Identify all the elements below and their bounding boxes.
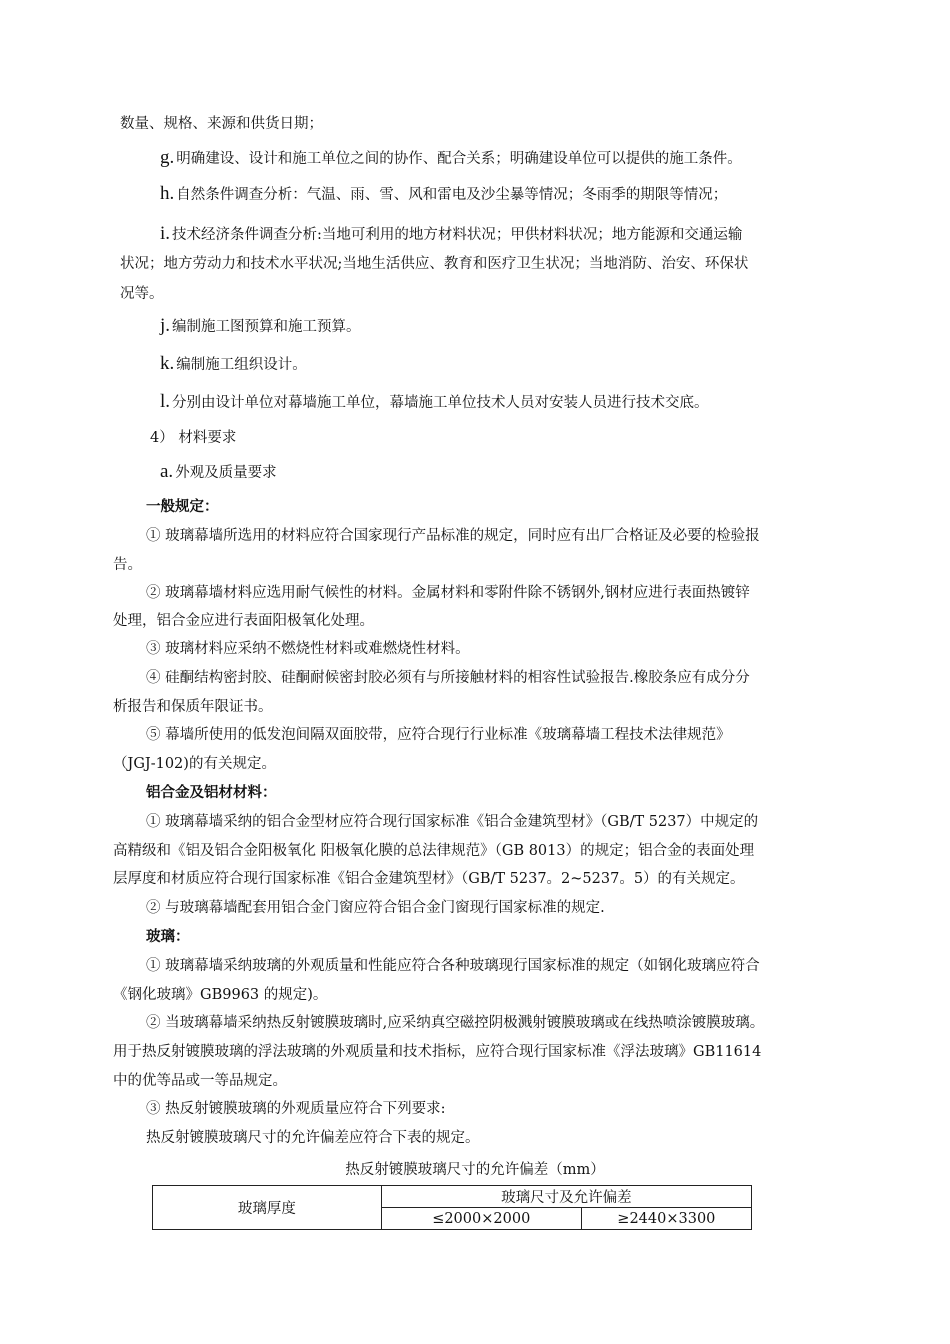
paragraph-line: 用于热反射镀膜玻璃的浮法玻璃的外观质量和技术指标，应符合现行国家标准《浮法玻璃》GB11614 xyxy=(113,1044,762,1060)
header-size-group: 玻璃尺寸及允许偏差 xyxy=(381,1186,751,1208)
paragraph-line: 况等。 xyxy=(120,286,164,302)
list-text: 分别由设计单位对幕墙施工单位，幕墙施工单位技术人员对安装人员进行技术交底。 xyxy=(172,395,709,411)
subheading-aluminium: 铝合金及铝材材料： xyxy=(146,784,277,801)
subheading-general: 一般规定： xyxy=(146,498,219,515)
paragraph-line: ③ 热反射镀膜玻璃的外观质量应符合下列要求: xyxy=(146,1101,446,1117)
paragraph-line: 告。 xyxy=(113,557,142,573)
paragraph-line: 热反射镀膜玻璃尺寸的允许偏差应符合下表的规定。 xyxy=(146,1130,480,1146)
paragraph-line: ① 玻璃幕墙所选用的材料应符合国家现行产品标准的规定，同时应有出厂合格证及必要的检验报 xyxy=(146,528,760,544)
paragraph-line: 析报告和保质年限证书。 xyxy=(113,699,273,715)
paragraph-line: 高精级和《铝及铝合金阳极氧化 阳极氧化膜的总法律规范》（GB 8013）的规定；铝合金的表面处理 xyxy=(113,843,755,859)
list-text: 自然条件调查分析：气温、雨、雪、风和雷电及沙尘暴等情况；冬雨季的期限等情况； xyxy=(176,187,728,203)
list-text: 外观及质量要求 xyxy=(175,465,277,481)
tolerance-table xyxy=(152,1185,752,1230)
list-item-j xyxy=(160,316,361,337)
paragraph-line: ② 玻璃幕墙材料应选用耐气候性的材料。金属材料和零附件除不锈钢外,钢材应进行表面热镀锌 xyxy=(146,585,750,601)
list-item-k xyxy=(160,354,307,375)
list-text: 编制施工组织设计。 xyxy=(176,357,307,373)
paragraph-line: ③ 玻璃材料应采纳不燃烧性材料或难燃烧性材料。 xyxy=(146,641,470,657)
paragraph-line: ① 玻璃幕墙采纳的铝合金型材应符合现行国家标准《铝合金建筑型材》（GB/T 5237）中规定的 xyxy=(146,814,759,830)
list-marker: k. xyxy=(160,353,175,374)
list-text: 明确建设、设计和施工单位之间的协作、配合关系；明确建设单位可以提供的施工条件。 xyxy=(176,151,742,167)
paragraph-line: 状况；地方劳动力和技术水平状况;当地生活供应、教育和医疗卫生状况；当地消防、治安、环保状 xyxy=(120,256,749,272)
section-heading: 4） 材料要求 xyxy=(150,430,237,446)
list-item-g xyxy=(160,148,742,169)
list-item-l xyxy=(160,392,709,413)
header-size-a: ≤2000×2000 xyxy=(381,1208,581,1230)
table-caption: 热反射镀膜玻璃尺寸的允许偏差（mm） xyxy=(345,1162,605,1178)
paragraph-line: ② 当玻璃幕墙采纳热反射镀膜玻璃时,应采纳真空磁控阴极溅射镀膜玻璃或在线热喷涂镀膜玻璃。 xyxy=(146,1015,765,1031)
list-item-a xyxy=(160,462,277,483)
list-marker: a. xyxy=(160,461,174,482)
paragraph-line: 处理，铝合金应进行表面阳极氧化处理。 xyxy=(113,613,374,629)
paragraph-line: ⑤ 幕墙所使用的低发泡间隔双面胶带，应符合现行行业标准《玻璃幕墙工程技术法律规范》 xyxy=(146,727,731,743)
paragraph-line: 层厚度和材质应符合现行国家标准《铝合金建筑型材》（GB/T 5237。2~5237。5）的有关规定。 xyxy=(113,871,745,887)
list-marker: g. xyxy=(160,147,175,168)
paragraph-line: 中的优等品或一等品规定。 xyxy=(113,1073,287,1089)
list-item-i xyxy=(160,224,742,245)
table-row xyxy=(153,1186,752,1208)
paragraph-line: ① 玻璃幕墙采纳玻璃的外观质量和性能应符合各种玻璃现行国家标准的规定（如钢化玻璃应符合 xyxy=(146,958,760,974)
subheading-glass: 玻璃： xyxy=(146,928,190,945)
paragraph-line: ④ 硅酮结构密封胶、硅酮耐候密封胶必须有与所接触材料的相容性试验报告.橡胶条应有成分分 xyxy=(146,670,750,686)
paragraph-line: 《钢化玻璃》GB9963 的规定)。 xyxy=(113,987,328,1003)
list-marker: j. xyxy=(160,315,171,336)
list-item-h xyxy=(160,184,727,205)
list-marker: i. xyxy=(160,223,171,244)
paragraph-line: （JGJ-102)的有关规定。 xyxy=(113,756,276,772)
list-marker: l. xyxy=(160,391,171,412)
paragraph-line: ② 与玻璃幕墙配套用铝合金门窗应符合铝合金门窗现行国家标准的规定. xyxy=(146,900,605,916)
list-text: 编制施工图预算和施工预算。 xyxy=(172,319,361,335)
header-thickness: 玻璃厚度 xyxy=(153,1186,382,1230)
header-size-b: ≥2440×3300 xyxy=(581,1208,751,1230)
paragraph-line: 数量、规格、来源和供货日期； xyxy=(120,116,323,132)
list-text: 技术经济条件调查分析:当地可利用的地方材料状况；甲供材料状况；地方能源和交通运输 xyxy=(172,227,743,243)
list-marker: h. xyxy=(160,183,175,204)
